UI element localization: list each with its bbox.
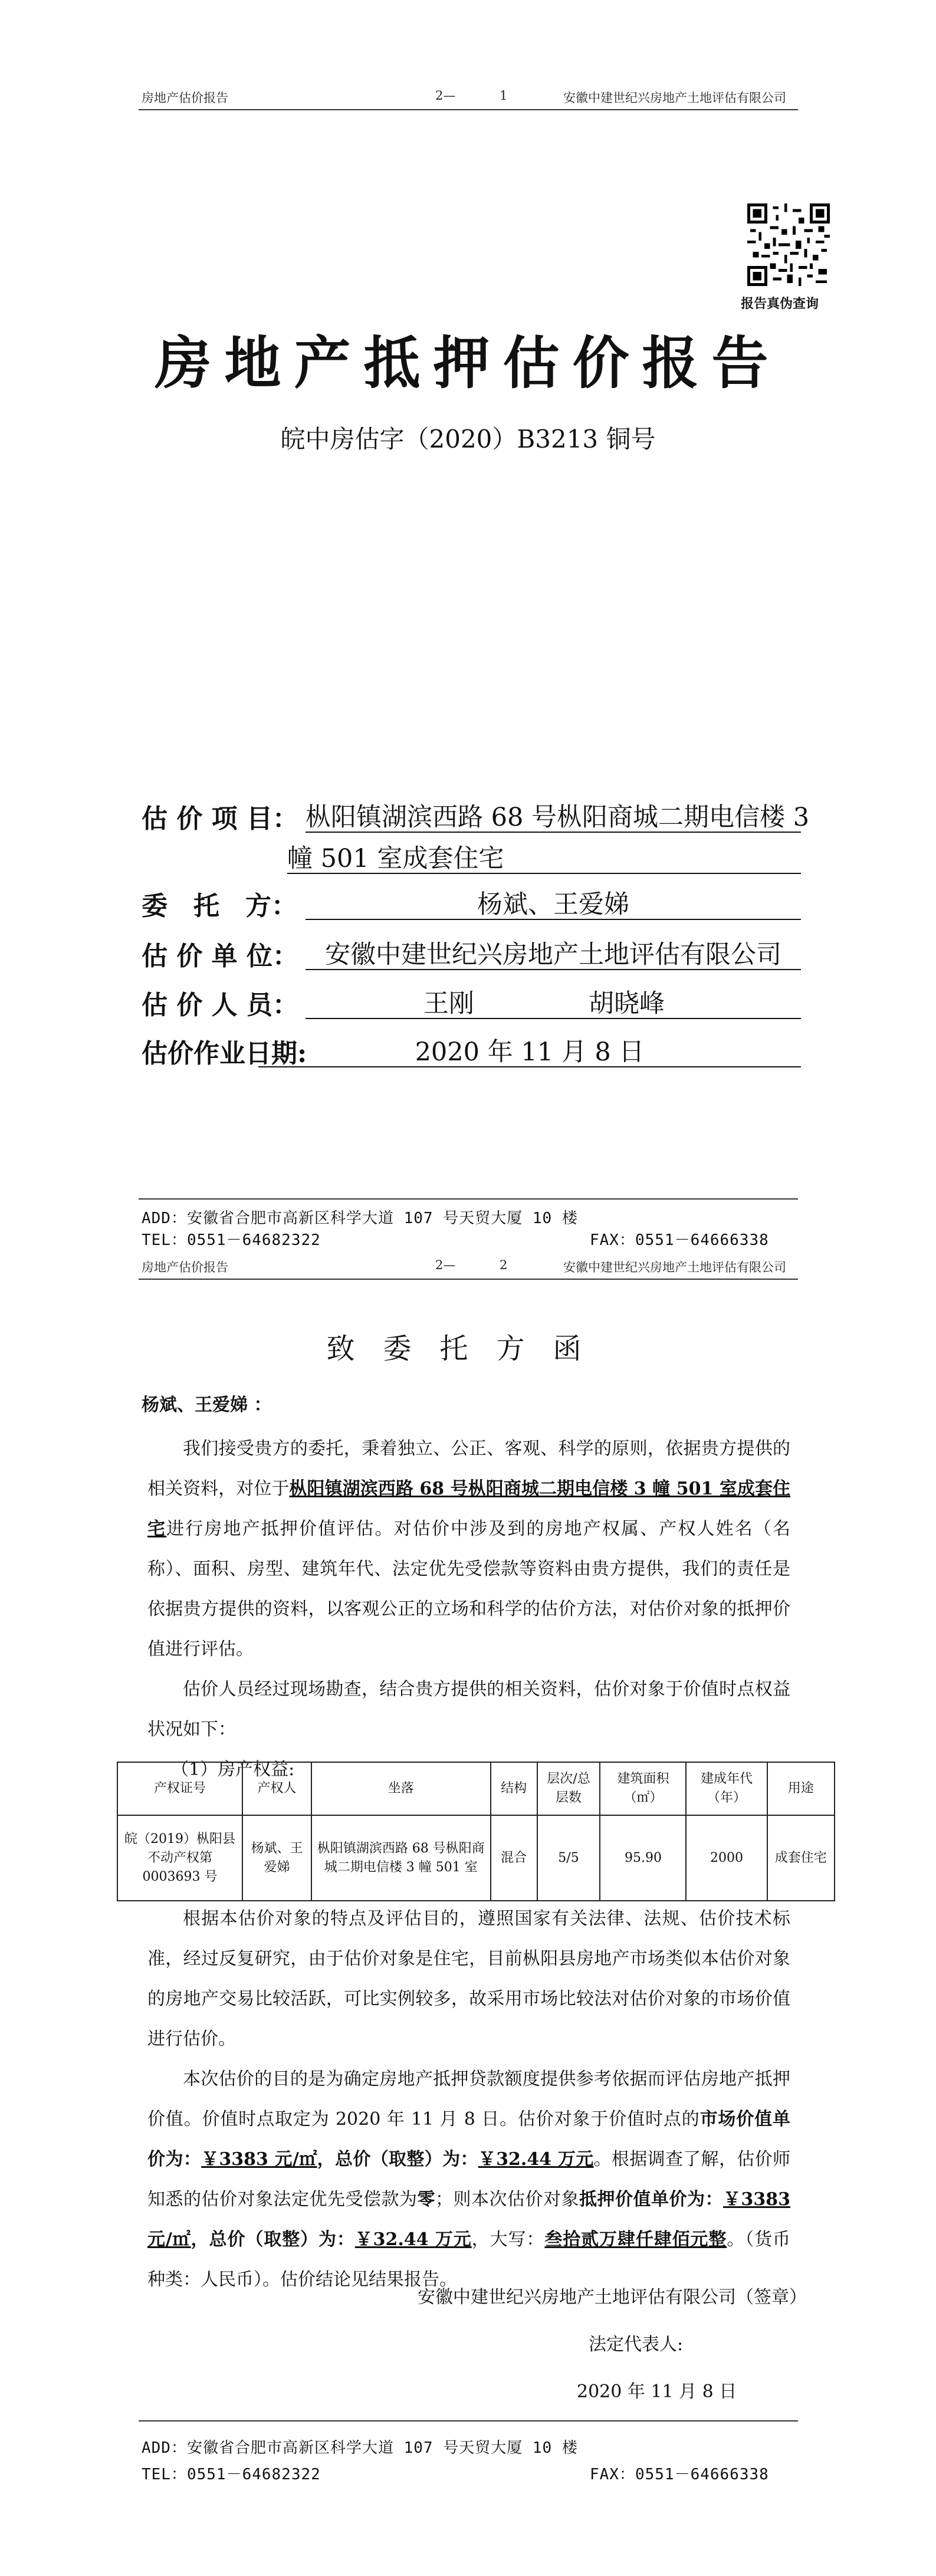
text: 本次估价的目的是为确定房地产抵押贷款额度提供参考依据而评估房地产抵押价值。价值时点取定为 2020 年 11 月 8 日。估价对象于价值时点的 [147,2069,790,2130]
client-label: 委 托 方： [142,891,297,921]
letter-body-bottom [147,1899,790,2300]
market-total-price: ￥32.44 万元 [478,2149,594,2170]
underline [258,1066,801,1067]
header-company: 安徽中建世纪兴房地产土地评估有限公司 [563,1260,786,1274]
text: 。（货币种类：人民币）。估价结论见结果报告。 [147,2229,791,2290]
signature-date: 2020 年 11 月 8 日 [577,2381,737,2402]
text: （1）房产权益: [171,1759,295,1780]
table-cell: 95.90 [600,1815,686,1901]
text: ，大写： [471,2229,545,2250]
text: ；则本次估价对象 [435,2189,579,2210]
date-value: 2020 年 11 月 8 日 [415,1037,645,1067]
mortgage-total-price: ￥32.44 万元 [354,2229,472,2250]
header-left: 房地产估价报告 [142,91,228,105]
underline [306,969,801,970]
underline [306,832,801,833]
text: 我们接受贵方的委托，秉着独立、公正、客观、科学的原则，依据贵方提供的相关资料，对位于 [147,1438,790,1499]
project-label: 估 价 项 目： [142,804,298,834]
table-row [117,1815,835,1901]
appraiser-1: 王刚 [423,989,474,1018]
property-rights-table [117,1762,835,1901]
footer-rule [139,2420,798,2421]
text: 进行房地产抵押价值评估。对估价中涉及到的房地产权属、产权人姓名（名称）、面积、房型、建筑年代、法定优先受偿款等资料由贵方提供，我们的责任是依据贵方提供的资料，以客观公正的立场和科学的估价方法，对估价对象的抵押价值进行评估。 [147,1519,791,1660]
amount-in-words: 叁拾贰万肆仟肆佰元整 [544,2229,727,2250]
project-value-line1: 枞阳镇湖滨西路 68 号枞阳商城二期电信楼 3 [306,803,810,832]
header-page-b: 1 [500,88,508,103]
letter-salutation: 杨斌、王爱娣 ： [142,1395,272,1415]
table-header-row [117,1762,835,1815]
report-number: 皖中房估字（2020）B3213 铜号 [280,425,656,454]
text: 。根据调查了解，估价师知悉的估价对象法定优先受偿款为 [147,2149,791,2210]
paragraph-1 [147,1429,790,1670]
legal-representative: 法定代表人: [589,2334,684,2355]
footer-rule [139,1198,798,1200]
footer-tel: TEL：0551－64682322 [142,1231,321,1249]
table-header: 层次/总层数 [537,1762,600,1815]
footer-address: ADD：安徽省合肥市高新区科学大道 107 号天贸大厦 10 楼 [142,1210,578,1227]
project-value-line2: 幢 501 室成套住宅 [287,844,504,873]
report-title: 房地产抵押估价报告 [155,330,781,396]
footer-address: ADD：安徽省合肥市高新区科学大道 107 号天贸大厦 10 楼 [142,2439,578,2457]
table-cell: 皖（2019）枞阳县不动产权第0003693 号 [117,1815,242,1901]
qr-caption: 报告真伪查询 [741,296,819,311]
header-rule [139,109,798,110]
table-header: 用途 [767,1762,835,1815]
table-header: 产权证号 [117,1762,242,1815]
table-header: 坐落 [311,1762,491,1815]
appraiser-2: 胡晓峰 [589,989,665,1018]
table-header: 建筑面积（㎡） [600,1762,686,1815]
table-cell: 混合 [491,1815,537,1901]
table-cell: 枞阳镇湖滨西路 68 号枞阳商城二期电信楼 3 幢 501 室 [311,1815,491,1901]
table-header: 结构 [491,1762,537,1815]
header-company: 安徽中建世纪兴房地产土地评估有限公司 [563,91,786,105]
paragraph-2: 估价人员经过现场勘查，结合贵方提供的相关资料，估价对象于价值时点权益状况如下： [147,1679,790,1740]
text: 零 [417,2189,435,2210]
header-rule [139,1279,798,1280]
underline [306,919,801,920]
footer-fax: FAX：0551－64666338 [590,2466,769,2483]
header-page-b: 2 [500,1258,508,1272]
table-cell: 2000 [686,1815,767,1901]
text: ，总价（取整）为： [317,2149,478,2170]
letter-body-top [147,1429,790,1790]
property-address: 枞阳镇湖滨西路 68 号枞阳商城二期电信楼 3 幢 501 室成套住宅 [147,1478,790,1539]
signature-company: 安徽中建世纪兴房地产土地评估有限公司（签章） [418,2287,807,2308]
paragraph-3: 根据本估价对象的特点及评估目的，遵照国家有关法律、法规、估价技术标准，经过反复研究，由于估价对象是住宅，目前枞阳县房地产市场类似本估价对象的房地产交易比较活跃，可比实例较多，故采用市场比较法对估价对象的市场价值进行估价。 [147,1908,790,2049]
date-label: 估价作业日期: [142,1039,307,1069]
footer-fax: FAX：0551－64666338 [590,1231,769,1249]
mortgage-unit-price: ￥3383 元/㎡ [147,2189,790,2250]
header-page-a: 2— [435,1258,456,1272]
footer-tel: TEL：0551－64682322 [142,2466,321,2483]
header-page-a: 2— [435,88,456,103]
header-left: 房地产估价报告 [142,1260,228,1274]
paragraph-4 [147,2059,790,2300]
market-unit-price: ￥3383 元/㎡ [201,2149,317,2170]
table-cell: 5/5 [537,1815,600,1901]
unit-label: 估 价 单 位： [142,941,298,971]
text: ，总价（取整）为： [191,2229,355,2250]
underline [287,873,801,874]
table-header: 产权人 [242,1762,311,1815]
text: 市场价值单价为： [147,2109,791,2170]
unit-value: 安徽中建世纪兴房地产土地评估有限公司 [325,940,781,970]
table-header: 建成年代（年） [686,1762,767,1815]
table-cell: 成套住宅 [767,1815,835,1901]
text: 抵押价值单价为： [579,2189,723,2210]
underline [306,1018,801,1019]
letter-title: 致委托方函 [326,1332,610,1365]
client-value: 杨斌、王爱娣 [477,890,629,919]
qr-code-icon[interactable] [747,203,830,286]
table-cell: 杨斌、王爱娣 [242,1815,311,1901]
appraiser-label: 估 价 人 员： [142,990,298,1020]
